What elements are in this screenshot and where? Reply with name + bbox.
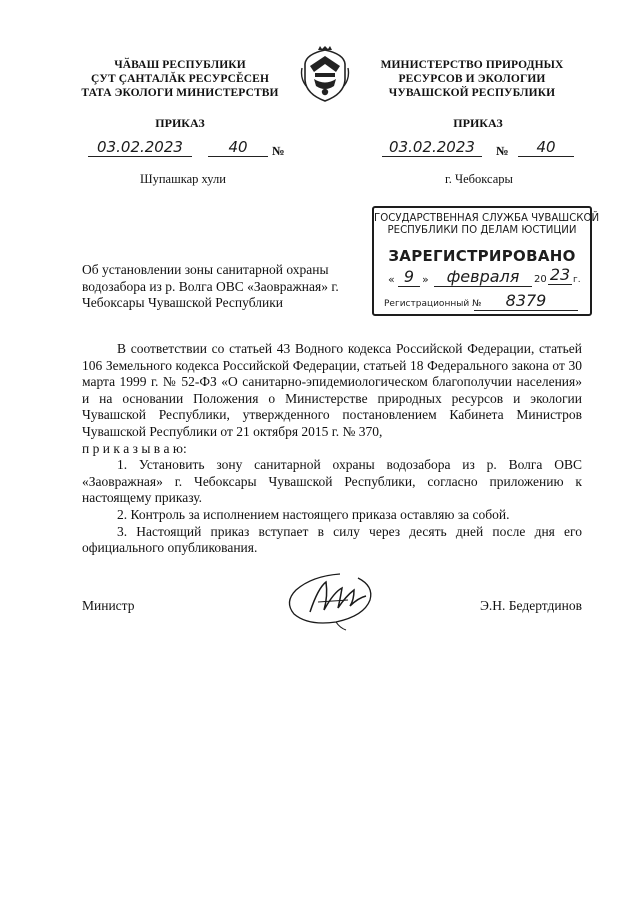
signature-position: Министр — [82, 598, 135, 613]
registration-stamp — [372, 206, 600, 316]
body-item-3: 3. Настоящий приказ вступает в силу через десять дней после дня его официального опубликования. — [82, 523, 582, 556]
stamp-day-close: » — [422, 273, 429, 286]
header-left-line-3: ТАТА ЭКОЛОГИ МИНИСТЕРСТВИ — [81, 87, 279, 99]
header-right — [352, 58, 592, 100]
header-right-line-3: ЧУВАШСКОЙ РЕСПУБЛИКИ — [388, 87, 556, 99]
stamp-reg-number: 8379 — [474, 291, 578, 311]
body-order-word: п р и к а з ы в а ю: — [82, 440, 187, 456]
body-item-1: 1. Установить зону санитарной охраны водозабора из р. Волга ОВС «Заовражная» г. Чебоксары Чувашской Республики, согласно приложению к настоящему приказу. — [82, 457, 582, 506]
signature-image — [282, 566, 378, 632]
body-preamble: В соответствии со статьей 43 Водного кодекса Российской Федерации, статьей 106 Земельного кодекса Российской Федерации, статьей 18 Федерального закона от 30 марта 1999 г. № 52-ФЗ «О санитарно-эпидемиологическом благополучии населения» и на основании Положения о Министерстве природных ресурсов и экологии Чувашской Республики, утвержденного постановлением Кабинета Министров Чувашской Республики от 21 октября 2015 г. № 370, — [82, 341, 582, 439]
number-sign-left: № — [272, 144, 285, 158]
number-right: 40 — [518, 138, 574, 157]
prikaz-label-left: ПРИКАЗ — [155, 116, 205, 130]
signature-name: Э.Н. Бедертдинов — [480, 598, 582, 613]
header-right-line-2: РЕСУРСОВ И ЭКОЛОГИИ — [398, 73, 546, 85]
stamp-month: февраля — [434, 267, 532, 287]
city-right: г. Чебоксары — [445, 172, 513, 186]
header-left-line-1: ЧӐВАШ РЕСПУБЛИКИ — [114, 59, 246, 71]
stamp-year-suffix: г. — [573, 275, 581, 285]
document-body — [82, 341, 582, 557]
date-right: 03.02.2023 — [382, 138, 482, 157]
stamp-reg-row — [374, 291, 590, 313]
stamp-year: 23 — [549, 265, 571, 284]
header-left-line-2: ÇУТ ÇАНТАЛĂК РЕСУРСĔСЕН — [91, 73, 269, 85]
stamp-registered: ЗАРЕГИСТРИРОВАНО — [388, 247, 576, 265]
stamp-line-2: РЕСПУБЛИКИ ПО ДЕЛАМ ЮСТИЦИИ — [387, 225, 577, 236]
stamp-line-1: ГОСУДАРСТВЕННАЯ СЛУЖБА ЧУВАШСКОЙ — [374, 213, 600, 224]
header-left — [60, 58, 300, 100]
emblem-icon — [300, 46, 350, 104]
stamp-reg-label: Регистрационный № — [384, 299, 482, 309]
stamp-day: 9 — [398, 267, 420, 287]
body-item-2: 2. Контроль за исполнением настоящего приказа оставляю за собой. — [117, 506, 510, 522]
number-sign-right: № — [496, 144, 509, 158]
stamp-year-prefix: 20 — [534, 274, 547, 285]
date-left: 03.02.2023 — [88, 138, 192, 157]
number-left: 40 — [208, 138, 268, 157]
document-title: Об установлении зоны санитарной охраны водозабора из р. Волга ОВС «Заовражная» г. Чебоксары Чувашской Республики — [82, 262, 339, 310]
stamp-date-row — [374, 267, 590, 291]
stamp-day-open: « — [388, 273, 395, 286]
city-left: Шупашкар хули — [140, 172, 226, 186]
prikaz-label-right: ПРИКАЗ — [453, 116, 503, 130]
header-right-line-1: МИНИСТЕРСТВО ПРИРОДНЫХ — [380, 59, 564, 71]
